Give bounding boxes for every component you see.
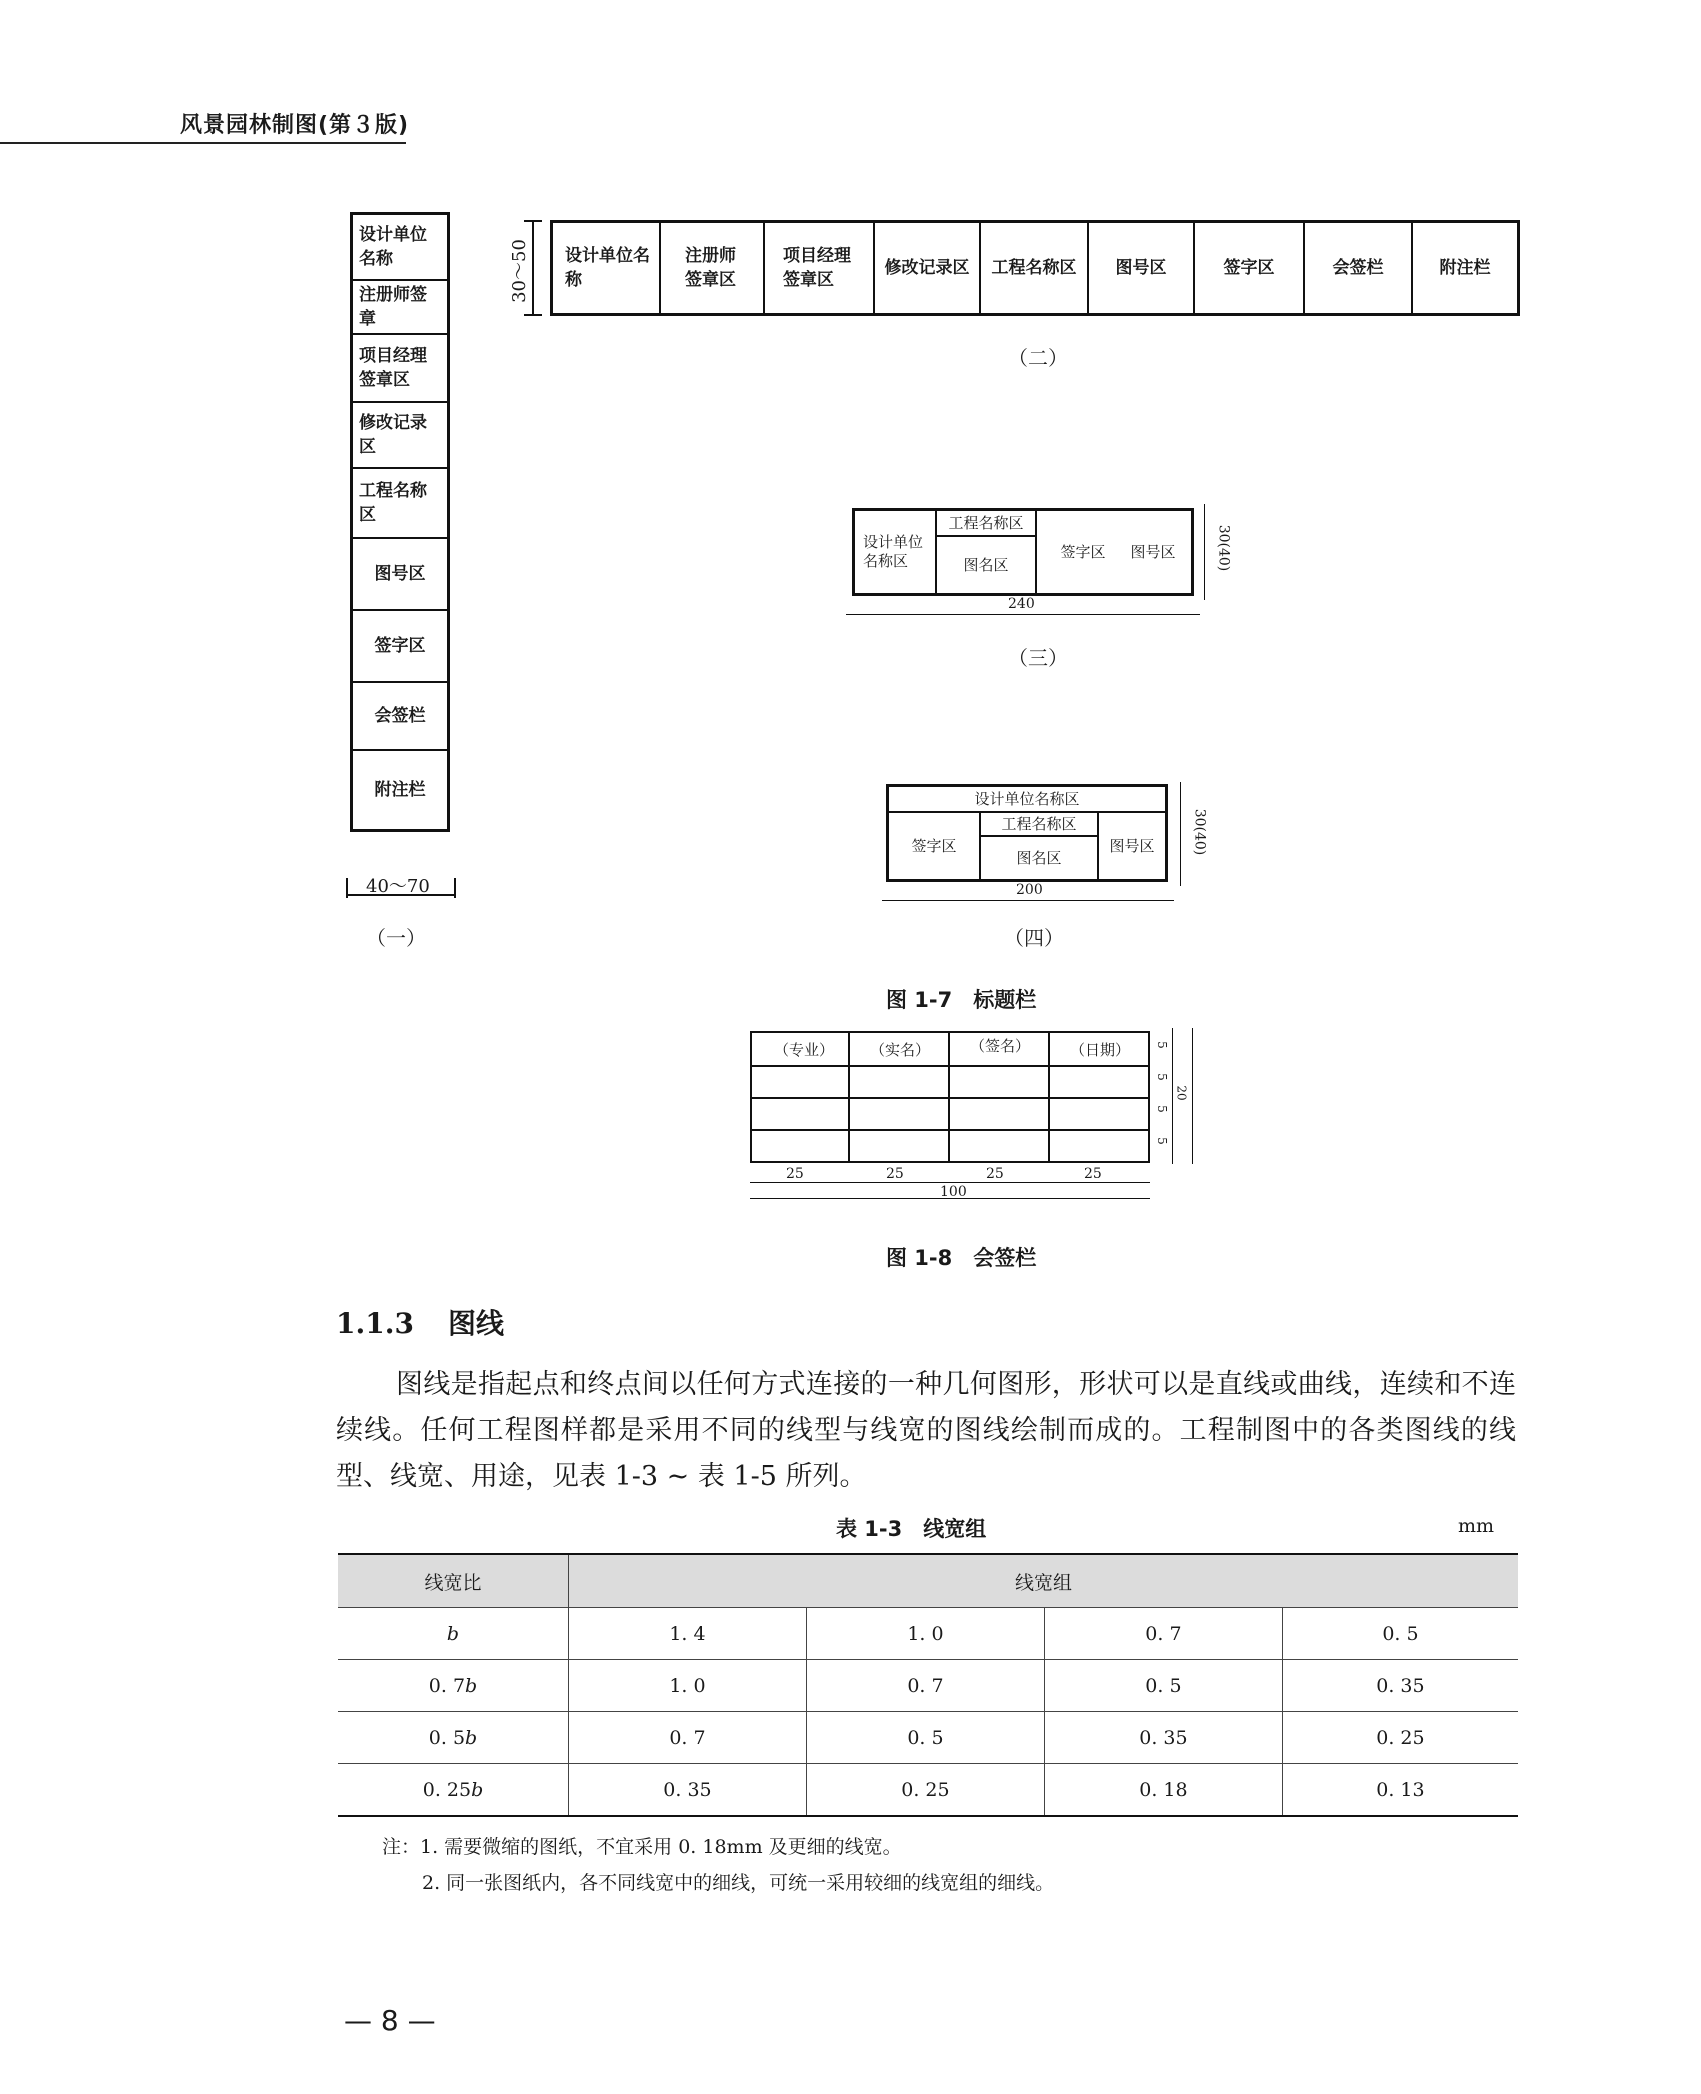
title-block-horizontal xyxy=(550,220,1520,316)
cs-header-date: （日期） xyxy=(1070,1041,1131,1059)
table-note-2: 2. 同一张图纸内，各不同线宽中的细线，可统一采用较细的线宽组的细线。 xyxy=(422,1872,1055,1894)
t4-drawing-name: 图名区 xyxy=(981,837,1099,879)
ht-cell-revision: 修改记录区 xyxy=(875,223,981,313)
value-cell: 0. 5 xyxy=(1044,1660,1282,1712)
section-title: 图线 xyxy=(447,1307,504,1340)
t4-signature: 签字区 xyxy=(889,813,981,879)
vt-cell-registered-engineer: 注册师签章 xyxy=(353,281,447,335)
countersign-grid xyxy=(750,1031,1150,1163)
t4-drawing-no: 图号区 xyxy=(1109,837,1155,855)
value-cell: 0. 35 xyxy=(1044,1712,1282,1764)
vt-cell-project-manager: 项目经理签章区 xyxy=(353,335,447,403)
table-row xyxy=(338,1608,1518,1660)
t3-signature: 签字区 xyxy=(1060,543,1106,561)
title-block-vertical xyxy=(350,212,450,832)
ht-height-dimension: 30～50 xyxy=(502,220,542,316)
table-row xyxy=(338,1764,1518,1817)
ht-cell-design-unit: 设计单位名称 xyxy=(553,223,661,313)
cs-header-name: （实名） xyxy=(870,1041,931,1059)
vt-cell-project-name: 工程名称区 xyxy=(353,469,447,539)
ht-label: （二） xyxy=(1008,346,1068,370)
vt-cell-signature: 签字区 xyxy=(353,611,447,683)
value-cell: 0. 25 xyxy=(1282,1712,1518,1764)
cs-row-dimensions: 5 5 5 5 20 xyxy=(1152,1028,1198,1164)
title-block-fourth xyxy=(886,784,1168,882)
table-1-3-caption: 表 1-3 线宽组 xyxy=(836,1517,987,1541)
section-number: 1.1.3 xyxy=(336,1307,414,1340)
value-cell: 0. 18 xyxy=(1044,1764,1282,1817)
value-cell: 1. 4 xyxy=(569,1608,807,1660)
table-row xyxy=(338,1712,1518,1764)
cs-header-signature: （签名） xyxy=(970,1037,1031,1055)
ratio-cell: 0. 7b xyxy=(338,1660,569,1712)
table-row xyxy=(338,1660,1518,1712)
ratio-cell: 0. 5b xyxy=(338,1712,569,1764)
title-block-third xyxy=(852,508,1194,596)
value-cell: 0. 35 xyxy=(1282,1660,1518,1712)
t3-height-dimension: 30(40) xyxy=(1200,504,1230,600)
ht-cell-signature: 签字区 xyxy=(1195,223,1305,313)
body-paragraph: 图线是指起点和终点间以任何方式连接的一种几何图形，形状可以是直线或曲线，连续和不连续线。任何工程图样都是采用不同的线型与线宽的图线绘制而成的。工程制图中的各类图线的线型、线宽、用途，见表 1-3 ~ 表 1-5 所列。 xyxy=(336,1369,1516,1492)
t4-width-dimension: 200 xyxy=(882,884,1174,906)
table-note-1: 注：1. 需要微缩的图纸，不宜采用 0. 18mm 及更细的线宽。 xyxy=(382,1836,902,1858)
value-cell: 0. 25 xyxy=(806,1764,1044,1817)
value-cell: 0. 7 xyxy=(1044,1608,1282,1660)
t4-label: （四） xyxy=(1004,926,1064,950)
value-cell: 0. 7 xyxy=(569,1712,807,1764)
t3-drawing-name: 图名区 xyxy=(937,537,1037,593)
vt-cell-drawing-no: 图号区 xyxy=(353,539,447,611)
th-groups: 线宽组 xyxy=(569,1554,1519,1608)
t3-label: （三） xyxy=(1008,646,1068,670)
t4-project-name: 工程名称区 xyxy=(981,813,1099,837)
ht-cell-registered-engineer: 注册师签章区 xyxy=(661,223,765,313)
t4-design-unit: 设计单位名称区 xyxy=(889,787,1165,813)
cs-header-specialty: （专业） xyxy=(774,1041,835,1059)
figure-1-7-caption: 图 1-7 标题栏 xyxy=(886,988,1037,1012)
t4-height-dimension: 30(40) xyxy=(1176,782,1206,886)
section-heading xyxy=(336,1302,504,1342)
value-cell: 0. 7 xyxy=(806,1660,1044,1712)
cs-column-dimensions: 25 25 25 25 100 xyxy=(750,1164,1150,1204)
t3-design-unit: 设计单位名称区 xyxy=(855,511,937,593)
line-width-table xyxy=(338,1553,1518,1817)
value-cell: 1. 0 xyxy=(569,1660,807,1712)
t3-width-dimension: 240 xyxy=(846,598,1200,620)
t3-drawing-no: 图号区 xyxy=(1130,543,1176,561)
th-ratio: 线宽比 xyxy=(338,1554,569,1608)
vt-width-dimension: 40～70 xyxy=(346,872,456,898)
vt-cell-revision: 修改记录区 xyxy=(353,403,447,469)
figure-1-8-caption: 图 1-8 会签栏 xyxy=(886,1246,1037,1270)
ht-cell-project-manager: 项目经理签章区 xyxy=(765,223,875,313)
running-header: 风景园林制图(第３版) xyxy=(180,113,410,138)
page-number: — 8 — xyxy=(344,2004,436,2037)
value-cell: 0. 5 xyxy=(806,1712,1044,1764)
vt-cell-notes: 附注栏 xyxy=(374,780,426,800)
table-unit: mm xyxy=(1458,1515,1495,1537)
value-cell: 0. 35 xyxy=(569,1764,807,1817)
vt-cell-countersign: 会签栏 xyxy=(353,683,447,751)
ratio-cell: b xyxy=(338,1608,569,1660)
value-cell: 0. 13 xyxy=(1282,1764,1518,1817)
ht-cell-project-name: 工程名称区 xyxy=(981,223,1089,313)
t3-project-name: 工程名称区 xyxy=(937,511,1037,537)
ht-cell-drawing-no: 图号区 xyxy=(1089,223,1195,313)
vt-label: （一） xyxy=(366,926,426,950)
ratio-cell: 0. 25b xyxy=(338,1764,569,1817)
ht-cell-countersign: 会签栏 xyxy=(1305,223,1413,313)
ht-cell-notes: 附注栏 xyxy=(1439,258,1491,278)
value-cell: 0. 5 xyxy=(1282,1608,1518,1660)
value-cell: 1. 0 xyxy=(806,1608,1044,1660)
header-rule xyxy=(0,142,406,144)
vt-cell-design-unit: 设计单位名称 xyxy=(353,215,447,281)
